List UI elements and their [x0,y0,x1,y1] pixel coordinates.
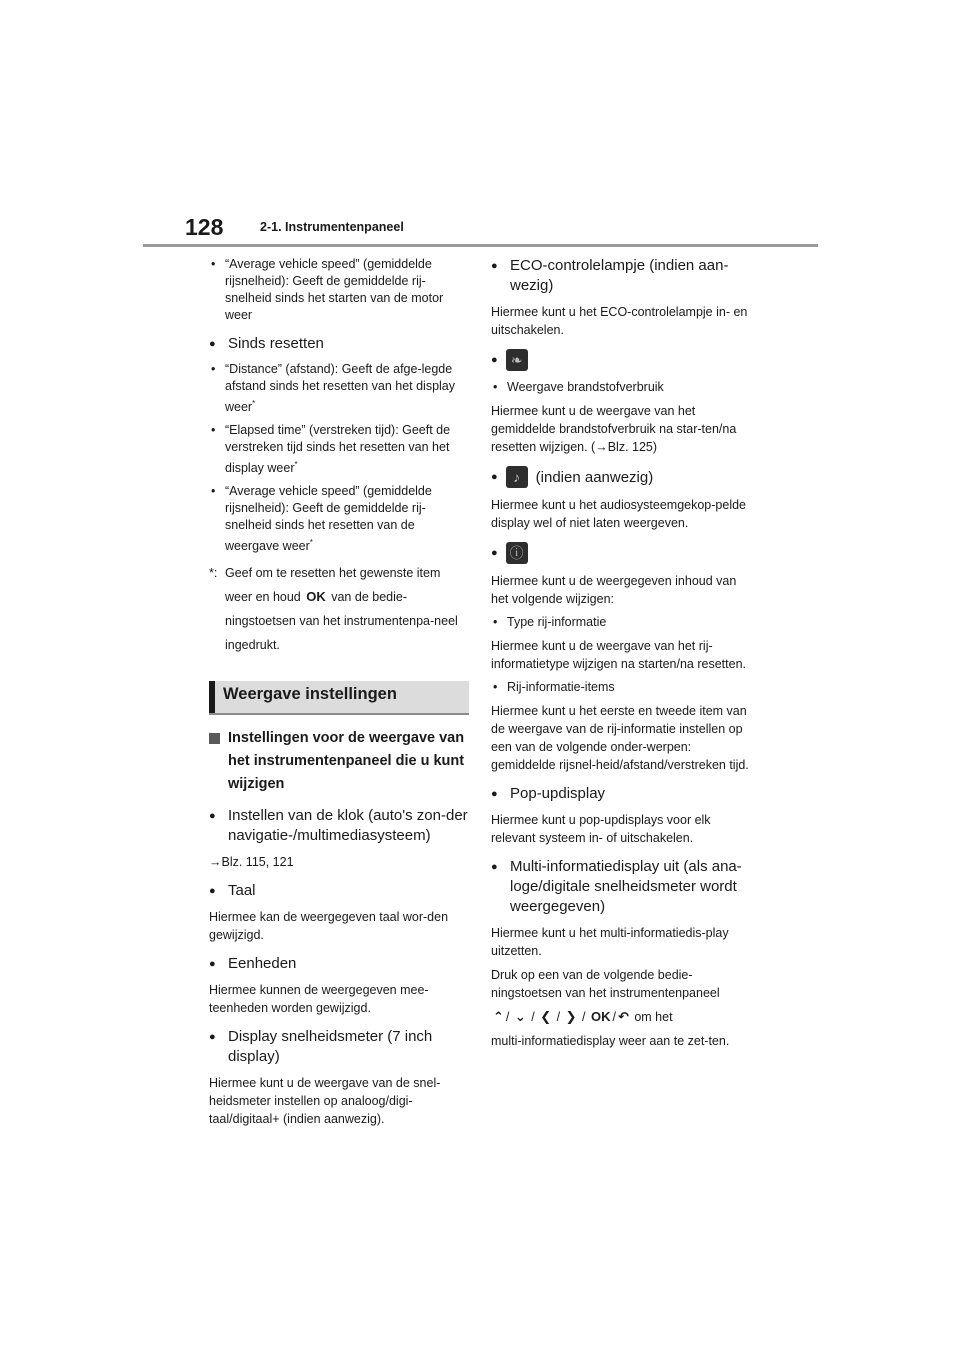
back-arrow-icon: ↶ [617,1009,629,1024]
subheading-eenheden: ● Eenheden [209,954,469,974]
paragraph: Hiermee kunt u het ECO-controlelampje in- en uitschakelen. [491,305,748,337]
list-item: • “Distance” (afstand): Geeft de afge-legde afstand sinds het resetten van het display weer* [209,361,469,416]
paragraph: Hiermee kunt u de weergave van het gemiddelde brandstofverbruik na star-ten/na resetten wijzigen. (→Blz. 125) [491,404,737,454]
paragraph: Hiermee kunt u de weergegeven inhoud van het volgende wijzigen: [491,574,737,606]
chevron-right-icon: ❯ [565,1009,577,1024]
square-heading: Instellingen voor de weergave van het instrumentenpaneel die u kunt wijzigen [209,727,469,796]
list-item: • Weergave brandstofverbruik [491,379,751,396]
music-note-icon: ♪ [506,466,528,488]
paragraph: Hiermee kan de weergegeven taal wor-den gewijzigd. [209,910,449,943]
square-bullet-icon [209,733,220,744]
banner-underline [209,713,469,715]
paragraph: multi-informatiedisplay weer aan te zet-ten. [491,1034,730,1048]
subheading-taal: ● Taal [209,881,469,901]
subheading-car-info: ● ⓘ [491,542,751,564]
header-divider [143,244,818,247]
chevron-left-icon: ❮ [540,1009,552,1024]
paragraph: Hiermee kunt u de weergave van het rij-informatietype wijzigen na starten/na resetten. [491,639,746,671]
right-column [491,256,751,1056]
subheading-leaf: ● ❧ [491,349,751,371]
list-item: • “Average vehicle speed” (gemiddelde rijsnelheid): Geeft de gemiddelde rij-snelheid sinds het resetten van de weergave weer* [209,483,469,555]
left-column [209,256,469,1134]
section-title: 2-1. Instrumentenpaneel [260,220,404,234]
car-info-icon: ⓘ [506,542,528,564]
list-item: • Type rij-informatie [491,614,751,631]
list-item: • Rij-informatie-items [491,679,751,696]
subheading-eco: ● ECO-controlelampje (indien aan-wezig) [491,256,751,296]
subheading-display: ● Display snelheidsmeter (7 inch display) [209,1027,469,1067]
list-item: • “Average vehicle speed” (gemiddelde rijsnelheid): Geeft de gemiddelde rij-snelheid sinds het starten van de motor weer [209,256,469,324]
page-header [185,214,820,254]
paragraph: Hiermee kunt u de weergave van de snel-heidsmeter instellen op analoog/digi-taal/digitaal+ (indien aanwezig). [209,1076,441,1127]
paragraph: Hiermee kunt u het eerste en tweede item van de weergave van de rij-informatie instellen op een van de volgende onder-werpen: gemiddelde rijsnel-heid/afstand/verstreken tijd. [491,704,749,772]
paragraph: Hiermee kunt u pop-updisplays voor elk relevant systeem in- of uitschakelen. [491,813,711,845]
subheading-mid: ● Multi-informatiedisplay uit (als ana-loge/digitale snelheidsmeter wordt weergegeven) [491,857,751,917]
paragraph: Hiermee kunt u het multi-informatiedis-play uitzetten. [491,926,729,958]
chevron-up-icon: ⌃ [493,1009,504,1024]
chevron-down-icon: ⌄ [514,1009,526,1024]
subheading-popup: ● Pop-updisplay [491,784,751,804]
page-reference: →Blz. 115, 121 [209,855,294,870]
section-banner: Weergave instellingen [209,681,469,713]
paragraph: Hiermee kunnen de weergegeven mee-teenheden worden gewijzigd. [209,983,429,1016]
ok-button-symbol: OK [590,1009,611,1024]
ok-button-symbol: OK [306,589,326,605]
leaf-icon: ❧ [506,349,528,371]
list-item: • “Elapsed time” (verstreken tijd): Geeft de verstreken tijd sinds het resetten van het display weer* [209,422,469,477]
subheading-audio: ● ♪ (indien aanwezig) [491,466,751,488]
subheading-klok: ● Instellen van de klok (auto's zon-der navigatie-/multimediasysteem) [209,806,469,846]
footnote: *: Geef om te resetten het gewenste item weer en houd OK van de bedie-ningstoetsen van het instrumentenpa-neel ingedrukt. [209,566,458,653]
control-symbols: ⌃ / ⌄ / ❮ / ❯ / OK / ↶ om het [493,1009,673,1024]
paragraph: Hiermee kunt u het audiosysteemgekop-pelde display wel of niet laten weergeven. [491,498,747,530]
paragraph: Druk op een van de volgende bedie-ningstoetsen van het instrumentenpaneel [491,968,720,1000]
subheading-sinds-resetten: ● Sinds resetten [209,334,469,354]
page-number: 128 [185,214,224,240]
